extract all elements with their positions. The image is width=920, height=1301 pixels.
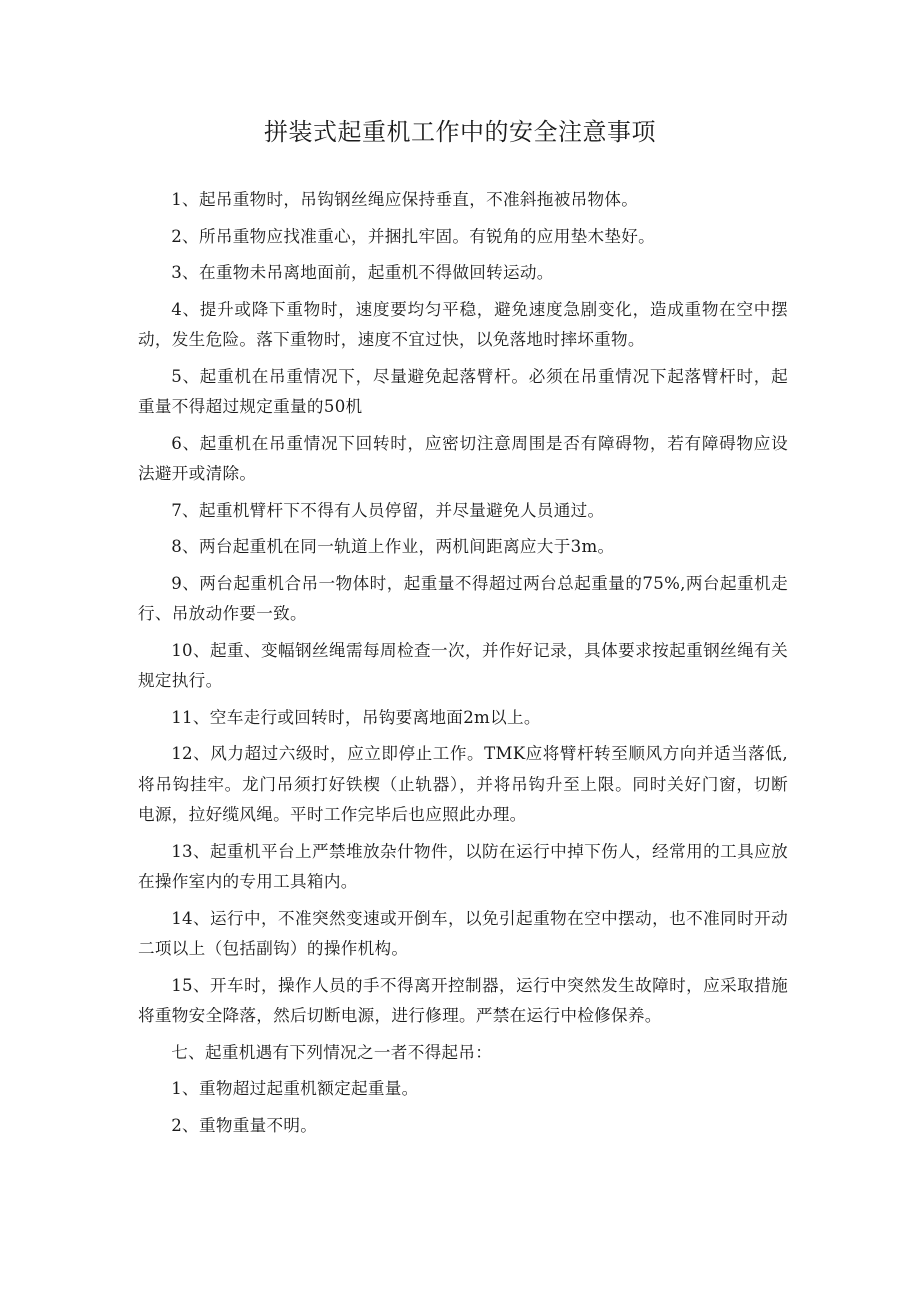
section-heading-seven: 七、起重机遇有下列情况之一者不得起吊： — [171, 1042, 493, 1062]
paragraph-4: 4、提升或降下重物时，速度要均匀平稳，避免速度急剧变化，造成重物在空中摆动，发生危险。落下重物时，速度不宜过快，以免落地时摔坏重物。 — [138, 299, 788, 349]
paragraph-15: 15、开车时，操作人员的手不得离开控制器，运行中突然发生故障时，应采取措施将重物安全降落，然后切断电源，进行修理。严禁在运行中检修保养。 — [138, 975, 788, 1025]
paragraph-6: 6、起重机在吊重情况下回转时，应密切注意周围是否有障碍物，若有障碍物应设法避开或清除。 — [138, 433, 788, 483]
paragraph-2: 2、所吊重物应找准重心，并捆扎牢固。有锐角的应用垫木垫好。 — [171, 226, 656, 246]
document-title: 拼装式起重机工作中的安全注意事项 — [264, 118, 656, 146]
paragraph-10: 10、起重、变幅钢丝绳需每周检查一次，并作好记录，具体要求按起重钢丝绳有关规定执行。 — [138, 640, 788, 690]
document-body — [138, 185, 788, 1147]
paragraph-14: 14、运行中，不准突然变速或开倒车，以免引起重物在空中摆动，也不准同时开动二项以上（包括副钩）的操作机构。 — [138, 908, 788, 958]
paragraph-11: 11、空车走行或回转时，吊钩要离地面2m以上。 — [171, 707, 541, 727]
paragraph-8: 8、两台起重机在同一轨道上作业，两机间距离应大于3m。 — [171, 537, 615, 556]
paragraph-9: 9、两台起重机合吊一物体时，起重量不得超过两台总起重量的75%,两台起重机走行、吊放动作要一致。 — [138, 573, 788, 623]
paragraph-13: 13、起重机平台上严禁堆放杂什物件，以防在运行中掉下伤人，经常用的工具应放在操作室内的专用工具箱内。 — [138, 841, 788, 891]
condition-item-1: 1、重物超过起重机额定起重量。 — [171, 1079, 419, 1098]
paragraph-1: 1、起吊重物时，吊钩钢丝绳应保持垂直，不准斜拖被吊物体。 — [171, 190, 639, 209]
paragraph-12: 12、风力超过六级时，应立即停止工作。TMK应将臂杆转至顺风方向并适当落低,将吊钩挂牢。龙门吊须打好铁楔（止轨器），并将吊钩升至上限。同时关好门窗，切断电源，拉好缆风绳。平时工作完毕后也应照此办理。 — [138, 744, 788, 824]
paragraph-5: 5、起重机在吊重情况下，尽量避免起落臂杆。必须在吊重情况下起落臂杆时，起重量不得超过规定重量的50机 — [138, 366, 788, 416]
condition-item-2: 2、重物重量不明。 — [171, 1115, 318, 1135]
paragraph-3: 3、在重物未吊离地面前，起重机不得做回转运动。 — [171, 263, 554, 282]
paragraph-7: 7、起重机臂杆下不得有人员停留，并尽量避免人员通过。 — [171, 500, 605, 520]
